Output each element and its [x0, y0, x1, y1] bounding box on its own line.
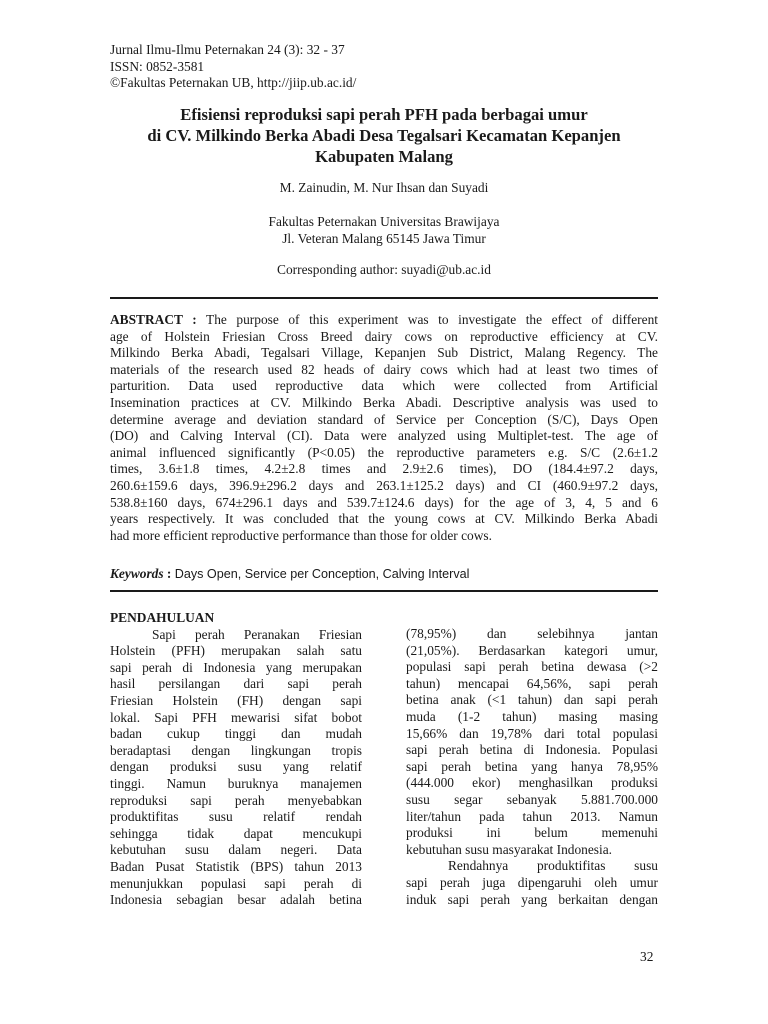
- abstract-line: times, 3.6±1.8 times, 4.2±2.8 times and 2.9±2.6 times), DO (184.4±97.2 days,: [110, 461, 658, 477]
- body-line: kebutuhan susu masyarakat Indonesia.: [406, 841, 613, 857]
- body-line-text: Sapi perah Peranakan Friesian: [152, 626, 362, 642]
- body-line: produksi ini belum memenuhi: [406, 825, 658, 841]
- body-column-left: [110, 610, 362, 909]
- body-line: (21,05%). Berdasarkan kategori umur,: [406, 642, 658, 658]
- body-line: Holstein (PFH) merupakan salah satu: [110, 643, 362, 659]
- abstract-line: parturition. Data used reproductive data which were collected from Artificial: [110, 378, 658, 394]
- body-line: dengan produksi susu yang relatif: [110, 759, 362, 775]
- body-line: Badan Pusat Statistik (BPS) tahun 2013: [110, 858, 362, 874]
- abstract-line: Milkindo Berka Abadi, Tegalsari Village, Kepanjen Sub District, Malang Regency. The: [110, 345, 658, 361]
- body-line: sapi perah di Indonesia yang merupakan: [110, 659, 362, 675]
- body-line: sapi perah betina di Indonesia. Populasi: [406, 742, 658, 758]
- section-heading: PENDAHULUAN: [110, 610, 215, 625]
- body-line: menunjukkan populasi sapi perah di: [110, 875, 362, 891]
- journal-issn: ISSN: 0852-3581: [110, 58, 205, 74]
- abstract-line: age of Holstein Friesian Cross Breed dairy cows on reproductive efficiency at CV.: [110, 328, 658, 344]
- divider-bottom: [110, 590, 658, 592]
- body-line: tinggi. Namun buruknya manajemen: [110, 775, 362, 791]
- authors: M. Zainudin, M. Nur Ihsan dan Suyadi: [279, 180, 489, 195]
- title-line: di CV. Milkindo Berka Abadi Desa Tegalsari Kecamatan Kepanjen: [147, 126, 621, 145]
- body-line: (78,95%) dan selebihnya jantan: [406, 626, 658, 641]
- body-line: Rendahnya produktifitas susu: [448, 858, 658, 874]
- abstract-first-line: The purpose of this experiment was to investigate the effect of different: [206, 312, 658, 327]
- journal-header: [110, 42, 356, 92]
- body-line: populasi sapi perah betina dewasa (>2: [406, 659, 658, 675]
- affiliation-line: Jl. Veteran Malang 65145 Jawa Timur: [282, 231, 486, 246]
- abstract-line: had more efficient reproductive performance than those for older cows.: [110, 527, 492, 543]
- body-line: sapi perah juga dipengaruhi oleh umur: [406, 874, 658, 890]
- affiliation-line: Fakultas Peternakan Universitas Brawijaya: [268, 214, 500, 229]
- title-line: Efisiensi reproduksi sapi perah PFH pada berbagai umur: [180, 105, 588, 124]
- paper-title: [100, 104, 668, 167]
- abstract-line: Insemination practices at CV. Milkindo Berka Abadi. Descriptive analysis was used to: [110, 394, 658, 410]
- body-line: reproduksi sapi perah menyebabkan: [110, 792, 362, 808]
- body-line: [110, 627, 362, 644]
- affiliation: [0, 213, 768, 247]
- body-line: 15,66% dan 19,78% dari total populasi: [406, 725, 658, 741]
- body-line: Indonesia sebagian besar adalah betina: [110, 892, 362, 908]
- abstract-line: determine average and deviation standard of Service per Conception (S/C), Days Open: [110, 411, 658, 427]
- body-line: susu segar sebanyak 5.881.700.000: [406, 791, 658, 807]
- body-line: betina anak (<1 tahun) dan sapi perah: [406, 692, 658, 708]
- body-line: kebutuhan susu dalam negeri. Data: [110, 842, 362, 858]
- body-line: muda (1-2 tahun) masing masing: [406, 708, 658, 724]
- body-line: produktifitas susu relatif rendah: [110, 809, 362, 825]
- keywords-label: Keywords: [110, 566, 164, 581]
- body-line: beradaptasi dengan lingkungan tropis: [110, 742, 362, 758]
- body-line: lokal. Sapi PFH mewarisi sifat bobot: [110, 709, 362, 725]
- abstract-line: animal influenced significantly (P<0.05) the reproductive parameters e.g. S/C (2.6±1.2: [110, 444, 658, 460]
- abstract-line: years respectively. It was concluded that the young cows at CV. Milkindo Berka Abadi: [110, 511, 658, 527]
- body-line: hasil persilangan dari sapi perah: [110, 676, 362, 692]
- corresponding-author: Corresponding author: suyadi@ub.ac.id: [277, 262, 491, 277]
- abstract-line: 538.8±160 days, 674±296.1 days and 539.7±124.6 days) for the age of 3, 4, 5 and 6: [110, 494, 658, 510]
- body-line: (444.000 ekor) menghasilkan produksi: [406, 775, 658, 791]
- divider-top: [110, 297, 658, 299]
- abstract-line: [110, 312, 658, 329]
- abstract-line: (DO) and Calving Interval (CI). Data were analyzed using Multiplet-test. The age of: [110, 428, 658, 444]
- keywords-values: Days Open, Service per Conception, Calving Interval: [174, 567, 470, 581]
- body-line: tahun) mencapai 64,56%, sapi perah: [406, 675, 658, 691]
- body-line: Friesian Holstein (FH) dengan sapi: [110, 692, 362, 708]
- keywords-separator: :: [163, 566, 175, 581]
- body-line: induk sapi perah yang berkaitan dengan: [406, 891, 658, 907]
- abstract: [110, 312, 658, 544]
- body-line: sehingga tidak dapat mencukupi: [110, 825, 362, 841]
- abstract-line: materials of the research used 82 heads of dairy cows which had at least two times of: [110, 361, 658, 377]
- body-line: liter/tahun pada tahun 2013. Namun: [406, 808, 658, 824]
- body-line: badan cukup tinggi dan mudah: [110, 726, 362, 742]
- journal-citation: Jurnal Ilmu-Ilmu Peternakan 24 (3): 32 - 37: [110, 42, 345, 57]
- journal-copyright: ©Fakultas Peternakan UB, http://jiip.ub.ac.id/: [110, 75, 357, 90]
- abstract-line: 260.6±159.6 days, 396.9±296.2 days and 263.1±125.2 days) and CI (460.9±97.2 days,: [110, 477, 658, 493]
- body-line: sapi perah betina yang hanya 78,95%: [406, 758, 658, 774]
- abstract-label: ABSTRACT :: [110, 312, 197, 327]
- keywords: [110, 566, 658, 582]
- body-column-right: [406, 626, 658, 908]
- page-number: 32: [640, 949, 654, 964]
- title-line: Kabupaten Malang: [315, 147, 453, 166]
